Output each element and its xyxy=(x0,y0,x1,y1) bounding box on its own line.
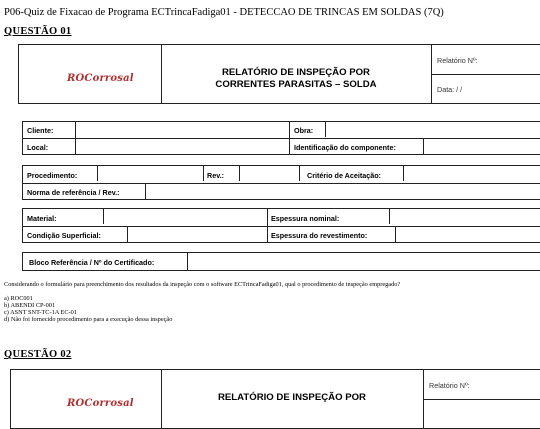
obra-label: Obra: xyxy=(294,126,314,135)
procedimento-label: Procedimento: xyxy=(27,171,78,180)
report-number-label: Relatório Nº: xyxy=(437,56,478,65)
rev-label: Rev.: xyxy=(207,171,225,180)
cliente-label: Cliente: xyxy=(27,126,54,135)
question-1-heading: QUESTÃO 01 xyxy=(4,26,72,37)
company-logo xyxy=(67,68,134,86)
client-section xyxy=(22,121,540,155)
answer-option-c[interactable]: c) ASNT SNT-TC-1A EC-01 xyxy=(4,309,77,316)
form-2-header xyxy=(10,369,540,429)
form-header xyxy=(18,44,540,104)
material-label: Material: xyxy=(27,214,57,223)
espessura-revestimento-label: Espessura do revestimento: xyxy=(271,231,368,240)
page-title: P06-Quiz de Fixacao de Programa ECTrincaFadiga01 - DETECCAO DE TRINCAS EM SOLDAS (7Q) xyxy=(4,7,444,18)
report-2-title-line-1: RELATÓRIO DE INSPEÇÃO POR xyxy=(217,392,366,403)
bloco-referencia-label: Bloco Referência / Nº do Certificado: xyxy=(29,258,155,267)
condicao-superficial-label: Condição Superficial: xyxy=(27,231,101,240)
answer-option-b[interactable]: b) ABENDI CP-001 xyxy=(4,302,56,309)
answer-option-d[interactable]: d) Não foi fornecido procedimento para a execução dessa inspeção xyxy=(4,316,173,323)
reference-block-section xyxy=(22,252,540,271)
material-section xyxy=(22,208,540,243)
question-1-text: Considerando o formulário para preenchimento dos resultados da inspeção com o software ECTrincaFadiga01, qual o procedimento de inspeção empregado? xyxy=(4,281,401,288)
logo-text: ROCorrosal xyxy=(67,73,134,84)
report-2-number-label: Relatório Nº: xyxy=(429,381,470,390)
local-label: Local: xyxy=(27,143,49,152)
report-title-line-1: RELATÓRIO DE INSPEÇÃO POR xyxy=(221,67,370,78)
logo-text-2: ROCorrosal xyxy=(67,398,134,409)
question-2-heading: QUESTÃO 02 xyxy=(4,349,72,360)
norma-label: Norma de referência / Rev.: xyxy=(27,188,120,197)
answer-option-a[interactable]: a) ROC001 xyxy=(4,295,33,302)
inspection-report-form-2 xyxy=(18,369,540,409)
inspection-report-form-1 xyxy=(18,44,540,274)
criterio-label: Critério de Aceitação: xyxy=(307,171,382,180)
identificacao-label: Identificação do componente: xyxy=(294,143,396,152)
report-title-line-2: CORRENTES PARASITAS – SOLDA xyxy=(215,79,377,90)
company-logo-2 xyxy=(67,393,134,411)
report-date-label: Data: / / xyxy=(437,85,463,94)
procedure-section xyxy=(22,165,540,200)
espessura-nominal-label: Espessura nominal: xyxy=(271,214,340,223)
